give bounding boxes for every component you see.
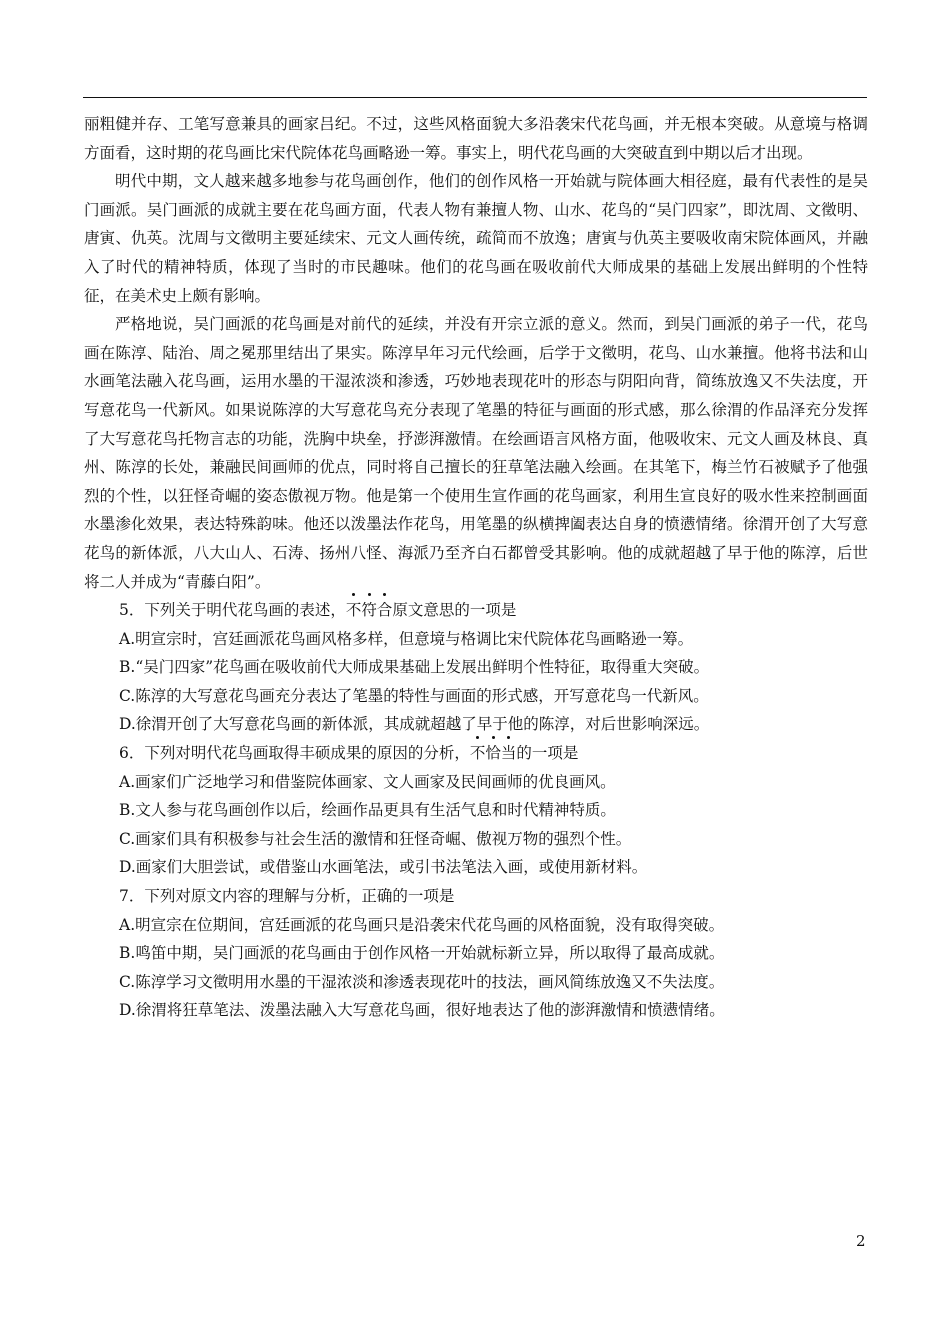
question-option: C.画家们具有积极参与社会生活的激情和狂怪奇崛、傲视万物的强烈个性。 (119, 829, 632, 848)
emphasis-char: 不 (346, 596, 362, 625)
emphasis-dotted (346, 596, 393, 625)
question-option: B.文人参与花鸟画创作以后，绘画作品更具有生活气息和时代精神特质。 (119, 801, 616, 820)
question-option: B.鸣笛中期，吴门画派的花鸟画由于创作风格一开始就标新立异，所以取得了最高成就。 (119, 944, 725, 963)
emphasis-char: 合 (377, 596, 393, 625)
question-stem-text: 5．下列关于明代花鸟画的表述， (119, 601, 346, 620)
question-option: D.徐渭开创了大写意花鸟画的新体派，其成就超越了早于他的陈淳，对后世影响深远。 (119, 715, 710, 734)
paragraph: 丽粗健并存、工笔写意兼具的画家吕纪。不过，这些风格面貌大多沿袭宋代花鸟画，并无根本突破。从意境与格调方面看，这时期的花鸟画比宋代院体花鸟画略逊一筹。事实上，明代花鸟画的大突破直到中期以后才出现。 (84, 115, 868, 162)
question-option: D.徐渭将狂草笔法、泼墨法融入大写意花鸟画，很好地表达了他的澎湃激情和愤懑情绪。 (119, 1001, 725, 1020)
question-option: A.明宣宗在位期间，宫廷画派的花鸟画只是沿袭宋代花鸟画的风格面貌，没有取得突破。 (119, 915, 725, 934)
question-option: B.“吴门四家”花鸟画在吸收前代大师成果基础上发展出鲜明个性特征，取得重大突破。 (119, 658, 710, 677)
question-list (84, 596, 868, 1025)
emphasis-char: 不 (470, 739, 486, 768)
header-rule (83, 97, 867, 98)
question-option: C.陈淳学习文徵明用水墨的干湿浓淡和渗透表现花叶的技法，画风简练放逸又不失法度。 (119, 972, 725, 991)
question-stem (84, 882, 868, 911)
question-stem-text: 7．下列对原文内容的理解与分析，正确的一项是 (119, 887, 455, 906)
question-option: D.画家们大胆尝试，或借鉴山水画笔法，或引书法笔法入画，或使用新材料。 (119, 858, 648, 877)
question-stem (84, 739, 868, 768)
paragraph: 明代中期，文人越来越多地参与花鸟画创作，他们的创作风格一开始就与院体画大相径庭，最有代表性的是吴门画派。吴门画派的成就主要在花鸟画方面，代表人物有兼擅人物、山水、花鸟的“吴门四家”，即沈周、文徵明、唐寅、仇英。沈周与文徵明主要延续宋、元文人画传统，疏简而不放逸；唐寅与仇英主要吸收南宋院体画风，并融入了时代的精神特质，体现了当时的市民趣味。他们的花鸟画在吸收前代大师成果的基础上发展出鲜明的个性特征，在美术史上颇有影响。 (84, 172, 868, 305)
emphasis-char: 符 (361, 596, 377, 625)
article-body (84, 110, 868, 1025)
question-stem (84, 596, 868, 625)
question-option: A.明宣宗时，宫廷画派花鸟画风格多样，但意境与格调比宋代院体花鸟画略逊一筹。 (119, 629, 694, 648)
emphasis-char: 恰 (485, 739, 501, 768)
paragraph: 严格地说，吴门画派的花鸟画是对前代的延续，并没有开宗立派的意义。然而，到吴门画派的弟子一代，花鸟画在陈淳、陆治、周之冕那里结出了果实。陈淳早年习元代绘画，后学于文徵明，花鸟、山水兼擅。他将书法和山水画笔法融入花鸟画，运用水墨的干湿浓淡和渗透，巧妙地表现花叶的形态与阴阳向背，简练放逸又不失法度，开写意花鸟一代新风。如果说陈淳的大写意花鸟充分表现了笔墨的特征与画面的形式感，那么徐渭的作品泽充分发挥了大写意花鸟托物言志的功能，洗胸中块垒，抒澎湃激情。在绘画语言风格方面，他吸收宋、元文人画及林良、真州、陈淳的长处，兼融民间画师的优点，同时将自己擅长的狂草笔法融入绘画。在其笔下，梅兰竹石被赋予了他强烈的个性，以狂怪奇崛的姿态傲视万物。他是第一个使用生宣作画的花鸟画家，利用生宣良好的吸水性来控制画面水墨渗化效果，表达特殊韵味。他还以泼墨法作花鸟，用笔墨的纵横捭阖表达自身的愤懑情绪。徐渭开创了大写意花鸟的新体派，八大山人、石涛、扬州八怪、海派乃至齐白石都曾受其影响。他的成就超越了早于他的陈淳，后世将二人并成为“青藤白阳”。 (84, 315, 868, 591)
emphasis-char: 当 (501, 739, 517, 768)
question-option: A.画家们广泛地学习和借鉴院体画家、文人画家及民间画师的优良画风。 (119, 772, 616, 791)
question-stem-text: 原文意思的一项是 (392, 601, 517, 620)
emphasis-dotted (470, 739, 517, 768)
page-number: 2 (856, 1232, 866, 1250)
question-option: C.陈淳的大写意花鸟画充分表达了笔墨的特性与画面的形式感，开写意花鸟一代新风。 (119, 686, 709, 705)
question-stem-text: 的一项是 (516, 744, 579, 763)
question-stem-text: 6．下列对明代花鸟画取得丰硕成果的原因的分析， (119, 744, 470, 763)
